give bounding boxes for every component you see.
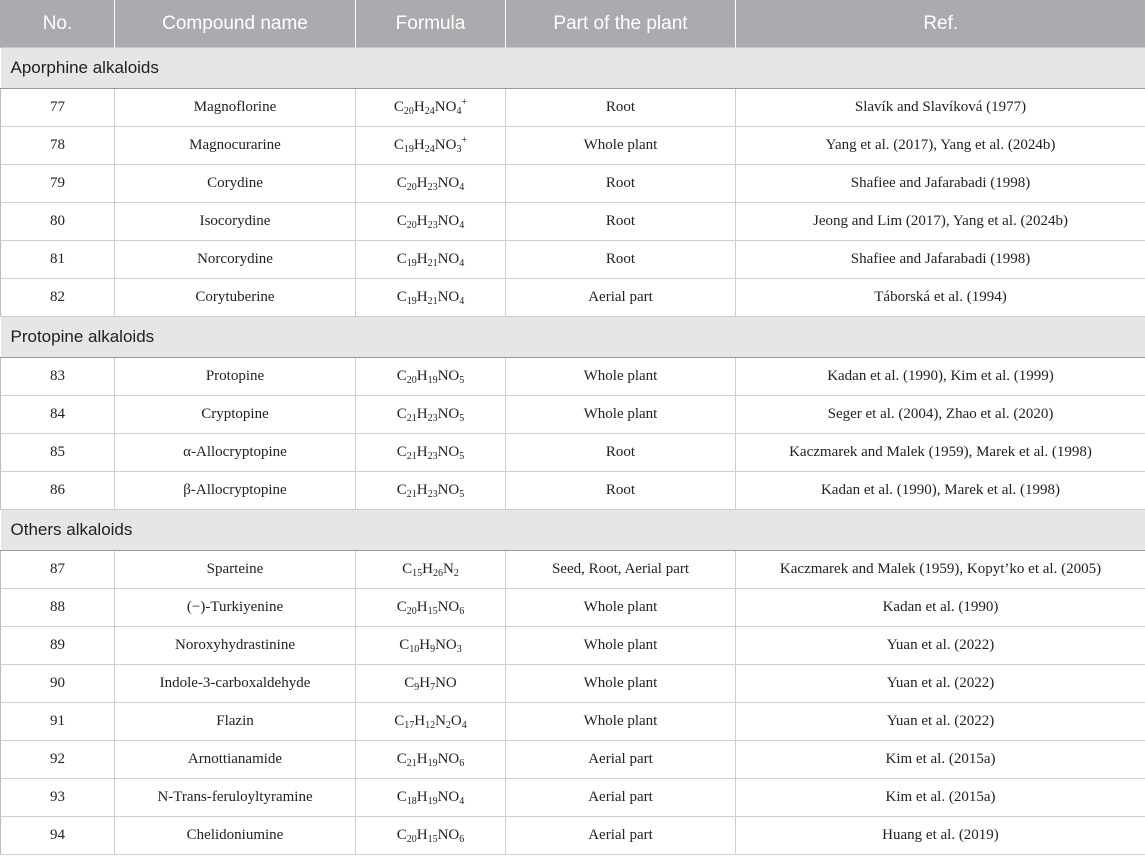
formula-element: NO <box>437 251 460 267</box>
formula-element: H <box>413 137 425 153</box>
formula-element: H <box>416 599 428 615</box>
cell-formula <box>356 89 506 127</box>
formula-element: H <box>416 368 428 384</box>
formula-subscript: 3 <box>456 144 462 155</box>
cell-part-of-plant: Whole plant <box>506 589 736 627</box>
formula-subscript: 4 <box>459 220 465 231</box>
group-title: Others alkaloids <box>1 510 1145 551</box>
cell-compound-name: Corydine <box>115 165 356 203</box>
cell-ref: Kaczmarek and Malek (1959), Kopyt’ko et al. (2005) <box>736 551 1145 589</box>
formula-subscript: 21 <box>427 258 438 269</box>
cell-compound-name: Cryptopine <box>115 396 356 434</box>
formula-element: H <box>416 827 428 843</box>
cell-part-of-plant: Whole plant <box>506 703 736 741</box>
formula-element: H <box>416 789 428 805</box>
cell-formula <box>356 551 506 589</box>
formula-subscript: 24 <box>424 106 435 117</box>
formula-subscript: 4 <box>461 720 467 731</box>
formula-element: NO <box>435 637 457 653</box>
formula-element: N <box>435 713 446 729</box>
cell-part-of-plant: Aerial part <box>506 817 736 855</box>
cell-part-of-plant: Aerial part <box>506 779 736 817</box>
formula-element: NO <box>437 482 460 498</box>
formula-element: NO <box>437 368 460 384</box>
formula-subscript: 15 <box>427 606 438 617</box>
cell-formula <box>356 779 506 817</box>
formula-subscript: 4 <box>459 296 465 307</box>
cell-no: 81 <box>1 241 115 279</box>
cell-formula <box>356 627 506 665</box>
formula-subscript: 19 <box>403 144 414 155</box>
formula-element: H <box>413 99 425 115</box>
formula-subscript: 19 <box>406 258 417 269</box>
formula-element: NO <box>437 406 460 422</box>
formula-element: C <box>396 751 407 767</box>
column-header-formula: Formula <box>356 0 506 48</box>
cell-formula <box>356 472 506 510</box>
formula-element: H <box>416 406 428 422</box>
cell-part-of-plant: Root <box>506 89 736 127</box>
cell-compound-name: Noroxyhydrastinine <box>115 627 356 665</box>
cell-no: 84 <box>1 396 115 434</box>
formula-subscript: 20 <box>406 220 417 231</box>
formula-subscript: 17 <box>404 720 415 731</box>
cell-part-of-plant: Aerial part <box>506 741 736 779</box>
cell-part-of-plant: Aerial part <box>506 279 736 317</box>
formula-element: NO <box>437 444 460 460</box>
formula-subscript: 18 <box>406 796 417 807</box>
table-row <box>1 279 1145 317</box>
table-row <box>1 741 1145 779</box>
formula-subscript: 20 <box>403 106 414 117</box>
formula-element: NO <box>437 213 460 229</box>
table-row <box>1 89 1145 127</box>
cell-part-of-plant: Root <box>506 241 736 279</box>
formula-subscript: 5 <box>459 375 465 386</box>
cell-part-of-plant: Seed, Root, Aerial part <box>506 551 736 589</box>
formula-charge: + <box>461 97 468 108</box>
cell-ref: Huang et al. (2019) <box>736 817 1145 855</box>
cell-no: 89 <box>1 627 115 665</box>
cell-ref: Kadan et al. (1990) <box>736 589 1145 627</box>
formula-element: NO <box>437 599 460 615</box>
table-row <box>1 165 1145 203</box>
cell-formula <box>356 589 506 627</box>
cell-ref: Shafiee and Jafarabadi (1998) <box>736 165 1145 203</box>
cell-formula <box>356 165 506 203</box>
group-title: Aporphine alkaloids <box>1 48 1145 89</box>
formula-element: C <box>404 675 415 691</box>
formula-element: C <box>396 827 407 843</box>
formula-subscript: 23 <box>427 220 438 231</box>
group-header-row <box>1 317 1145 358</box>
table-row <box>1 589 1145 627</box>
group-header-row <box>1 48 1145 89</box>
table-row <box>1 434 1145 472</box>
formula-subscript: 15 <box>412 568 423 579</box>
cell-ref: Kim et al. (2015a) <box>736 779 1145 817</box>
formula-subscript: 9 <box>414 682 420 693</box>
formula-subscript: 23 <box>427 182 438 193</box>
formula-element: H <box>414 713 426 729</box>
cell-no: 79 <box>1 165 115 203</box>
cell-ref: Kim et al. (2015a) <box>736 741 1145 779</box>
cell-no: 82 <box>1 279 115 317</box>
cell-ref: Táborská et al. (1994) <box>736 279 1145 317</box>
formula-subscript: 20 <box>406 606 417 617</box>
table-row <box>1 396 1145 434</box>
formula-element: C <box>396 444 407 460</box>
header-row <box>1 0 1145 48</box>
formula-subscript: 19 <box>427 758 438 769</box>
cell-ref: Jeong and Lim (2017), Yang et al. (2024b) <box>736 203 1145 241</box>
cell-compound-name: Norcorydine <box>115 241 356 279</box>
formula-element: N <box>443 561 454 577</box>
formula-element: C <box>396 175 407 191</box>
cell-no: 88 <box>1 589 115 627</box>
formula-subscript: 7 <box>430 682 436 693</box>
cell-compound-name: Corytuberine <box>115 279 356 317</box>
table-row <box>1 627 1145 665</box>
table-header <box>1 0 1145 48</box>
cell-compound-name: Magnoflorine <box>115 89 356 127</box>
cell-ref: Slavík and Slavíková (1977) <box>736 89 1145 127</box>
cell-no: 85 <box>1 434 115 472</box>
formula-subscript: 23 <box>427 489 438 500</box>
cell-no: 86 <box>1 472 115 510</box>
formula-element: C <box>393 137 404 153</box>
formula-subscript: 26 <box>433 568 443 579</box>
cell-ref: Kaczmarek and Malek (1959), Marek et al. (1998) <box>736 434 1145 472</box>
cell-compound-name: (−)-Turkiyenine <box>115 589 356 627</box>
formula-subscript: 4 <box>459 182 465 193</box>
formula-subscript: 23 <box>427 451 438 462</box>
formula-element: NO <box>437 175 460 191</box>
cell-formula <box>356 358 506 396</box>
formula-element: C <box>402 561 413 577</box>
formula-element: NO <box>437 751 460 767</box>
formula-element: H <box>419 637 431 653</box>
formula-charge: + <box>461 135 468 146</box>
formula-subscript: 4 <box>459 796 465 807</box>
cell-ref: Yuan et al. (2022) <box>736 627 1145 665</box>
cell-ref: Seger et al. (2004), Zhao et al. (2020) <box>736 396 1145 434</box>
group-title: Protopine alkaloids <box>1 317 1145 358</box>
cell-part-of-plant: Root <box>506 472 736 510</box>
cell-formula <box>356 396 506 434</box>
formula-element: C <box>396 406 407 422</box>
table-row <box>1 665 1145 703</box>
formula-subscript: 6 <box>459 606 465 617</box>
cell-formula <box>356 741 506 779</box>
cell-ref: Yuan et al. (2022) <box>736 703 1145 741</box>
formula-element: H <box>416 482 428 498</box>
formula-element: H <box>419 675 431 691</box>
cell-part-of-plant: Root <box>506 434 736 472</box>
formula-subscript: 21 <box>427 296 438 307</box>
table-row <box>1 203 1145 241</box>
formula-element: C <box>396 482 407 498</box>
cell-part-of-plant: Whole plant <box>506 665 736 703</box>
cell-compound-name: Magnocurarine <box>115 127 356 165</box>
cell-no: 93 <box>1 779 115 817</box>
formula-element: NO <box>434 99 457 115</box>
cell-compound-name: Protopine <box>115 358 356 396</box>
cell-no: 78 <box>1 127 115 165</box>
cell-part-of-plant: Whole plant <box>506 396 736 434</box>
cell-no: 87 <box>1 551 115 589</box>
table-row <box>1 241 1145 279</box>
cell-formula <box>356 665 506 703</box>
formula-subscript: 24 <box>424 144 435 155</box>
column-header-part-of-plant: Part of the plant <box>506 0 736 48</box>
formula-element: NO <box>437 827 460 843</box>
formula-subscript: 10 <box>409 644 420 655</box>
formula-subscript: 2 <box>445 720 451 731</box>
cell-part-of-plant: Root <box>506 203 736 241</box>
formula-element: C <box>393 99 404 115</box>
cell-formula <box>356 241 506 279</box>
formula-subscript: 21 <box>406 758 417 769</box>
formula-element: H <box>416 175 428 191</box>
cell-compound-name: Flazin <box>115 703 356 741</box>
formula-subscript: 19 <box>427 375 438 386</box>
formula-subscript: 4 <box>459 258 465 269</box>
formula-subscript: 4 <box>456 106 462 117</box>
cell-compound-name: Isocorydine <box>115 203 356 241</box>
formula-subscript: 5 <box>459 489 465 500</box>
cell-compound-name: Indole-3-carboxaldehyde <box>115 665 356 703</box>
formula-subscript: 21 <box>406 413 417 424</box>
table-row <box>1 703 1145 741</box>
formula-element: H <box>416 444 428 460</box>
formula-subscript: 5 <box>459 413 465 424</box>
table-row <box>1 127 1145 165</box>
cell-compound-name: Sparteine <box>115 551 356 589</box>
formula-element: C <box>394 713 405 729</box>
cell-compound-name: Chelidoniumine <box>115 817 356 855</box>
formula-element: C <box>396 251 407 267</box>
column-header-no: No. <box>1 0 115 48</box>
cell-no: 91 <box>1 703 115 741</box>
formula-subscript: 23 <box>427 413 438 424</box>
cell-no: 92 <box>1 741 115 779</box>
formula-subscript: 19 <box>406 296 417 307</box>
formula-element: H <box>422 561 433 577</box>
formula-element: NO <box>437 789 460 805</box>
cell-compound-name: N-Trans-feruloyltyramine <box>115 779 356 817</box>
formula-subscript: 19 <box>427 796 438 807</box>
cell-compound-name: β-Allocryptopine <box>115 472 356 510</box>
formula-element: C <box>396 289 407 305</box>
formula-element: C <box>396 368 407 384</box>
formula-subscript: 21 <box>406 489 417 500</box>
formula-element: H <box>416 289 428 305</box>
cell-no: 94 <box>1 817 115 855</box>
formula-subscript: 6 <box>459 758 465 769</box>
formula-element: C <box>396 213 407 229</box>
formula-subscript: 9 <box>430 644 436 655</box>
formula-element: C <box>396 599 407 615</box>
formula-subscript: 12 <box>425 720 436 731</box>
formula-subscript: 15 <box>427 834 438 845</box>
formula-subscript: 6 <box>459 834 465 845</box>
group-header-row <box>1 510 1145 551</box>
cell-ref: Kadan et al. (1990), Kim et al. (1999) <box>736 358 1145 396</box>
formula-element: NO <box>437 289 460 305</box>
formula-subscript: 20 <box>406 375 417 386</box>
formula-element: C <box>399 637 410 653</box>
formula-element: H <box>416 751 428 767</box>
formula-subscript: 20 <box>406 182 417 193</box>
formula-element: H <box>416 213 428 229</box>
formula-subscript: 20 <box>406 834 417 845</box>
table-row <box>1 472 1145 510</box>
cell-part-of-plant: Root <box>506 165 736 203</box>
cell-formula <box>356 127 506 165</box>
table-row <box>1 358 1145 396</box>
formula-subscript: 2 <box>453 568 459 579</box>
table-body <box>1 48 1145 855</box>
cell-no: 83 <box>1 358 115 396</box>
cell-part-of-plant: Whole plant <box>506 127 736 165</box>
cell-compound-name: Arnottianamide <box>115 741 356 779</box>
cell-no: 80 <box>1 203 115 241</box>
cell-compound-name: α-Allocryptopine <box>115 434 356 472</box>
cell-formula <box>356 703 506 741</box>
column-header-ref: Ref. <box>736 0 1145 48</box>
formula-element: O <box>450 713 462 729</box>
cell-formula <box>356 434 506 472</box>
cell-formula <box>356 817 506 855</box>
cell-no: 90 <box>1 665 115 703</box>
table-row <box>1 779 1145 817</box>
formula-subscript: 21 <box>406 451 417 462</box>
formula-subscript: 3 <box>456 644 462 655</box>
cell-ref: Yuan et al. (2022) <box>736 665 1145 703</box>
cell-ref: Shafiee and Jafarabadi (1998) <box>736 241 1145 279</box>
cell-ref: Yang et al. (2017), Yang et al. (2024b) <box>736 127 1145 165</box>
cell-no: 77 <box>1 89 115 127</box>
column-header-compound-name: Compound name <box>115 0 356 48</box>
cell-formula <box>356 279 506 317</box>
formula-subscript: 5 <box>459 451 465 462</box>
table-row <box>1 817 1145 855</box>
cell-formula <box>356 203 506 241</box>
formula-element: H <box>416 251 428 267</box>
table-row <box>1 551 1145 589</box>
formula-element: NO <box>435 675 457 691</box>
cell-part-of-plant: Whole plant <box>506 627 736 665</box>
formula-element: C <box>396 789 407 805</box>
cell-part-of-plant: Whole plant <box>506 358 736 396</box>
formula-element: NO <box>434 137 457 153</box>
cell-ref: Kadan et al. (1990), Marek et al. (1998) <box>736 472 1145 510</box>
